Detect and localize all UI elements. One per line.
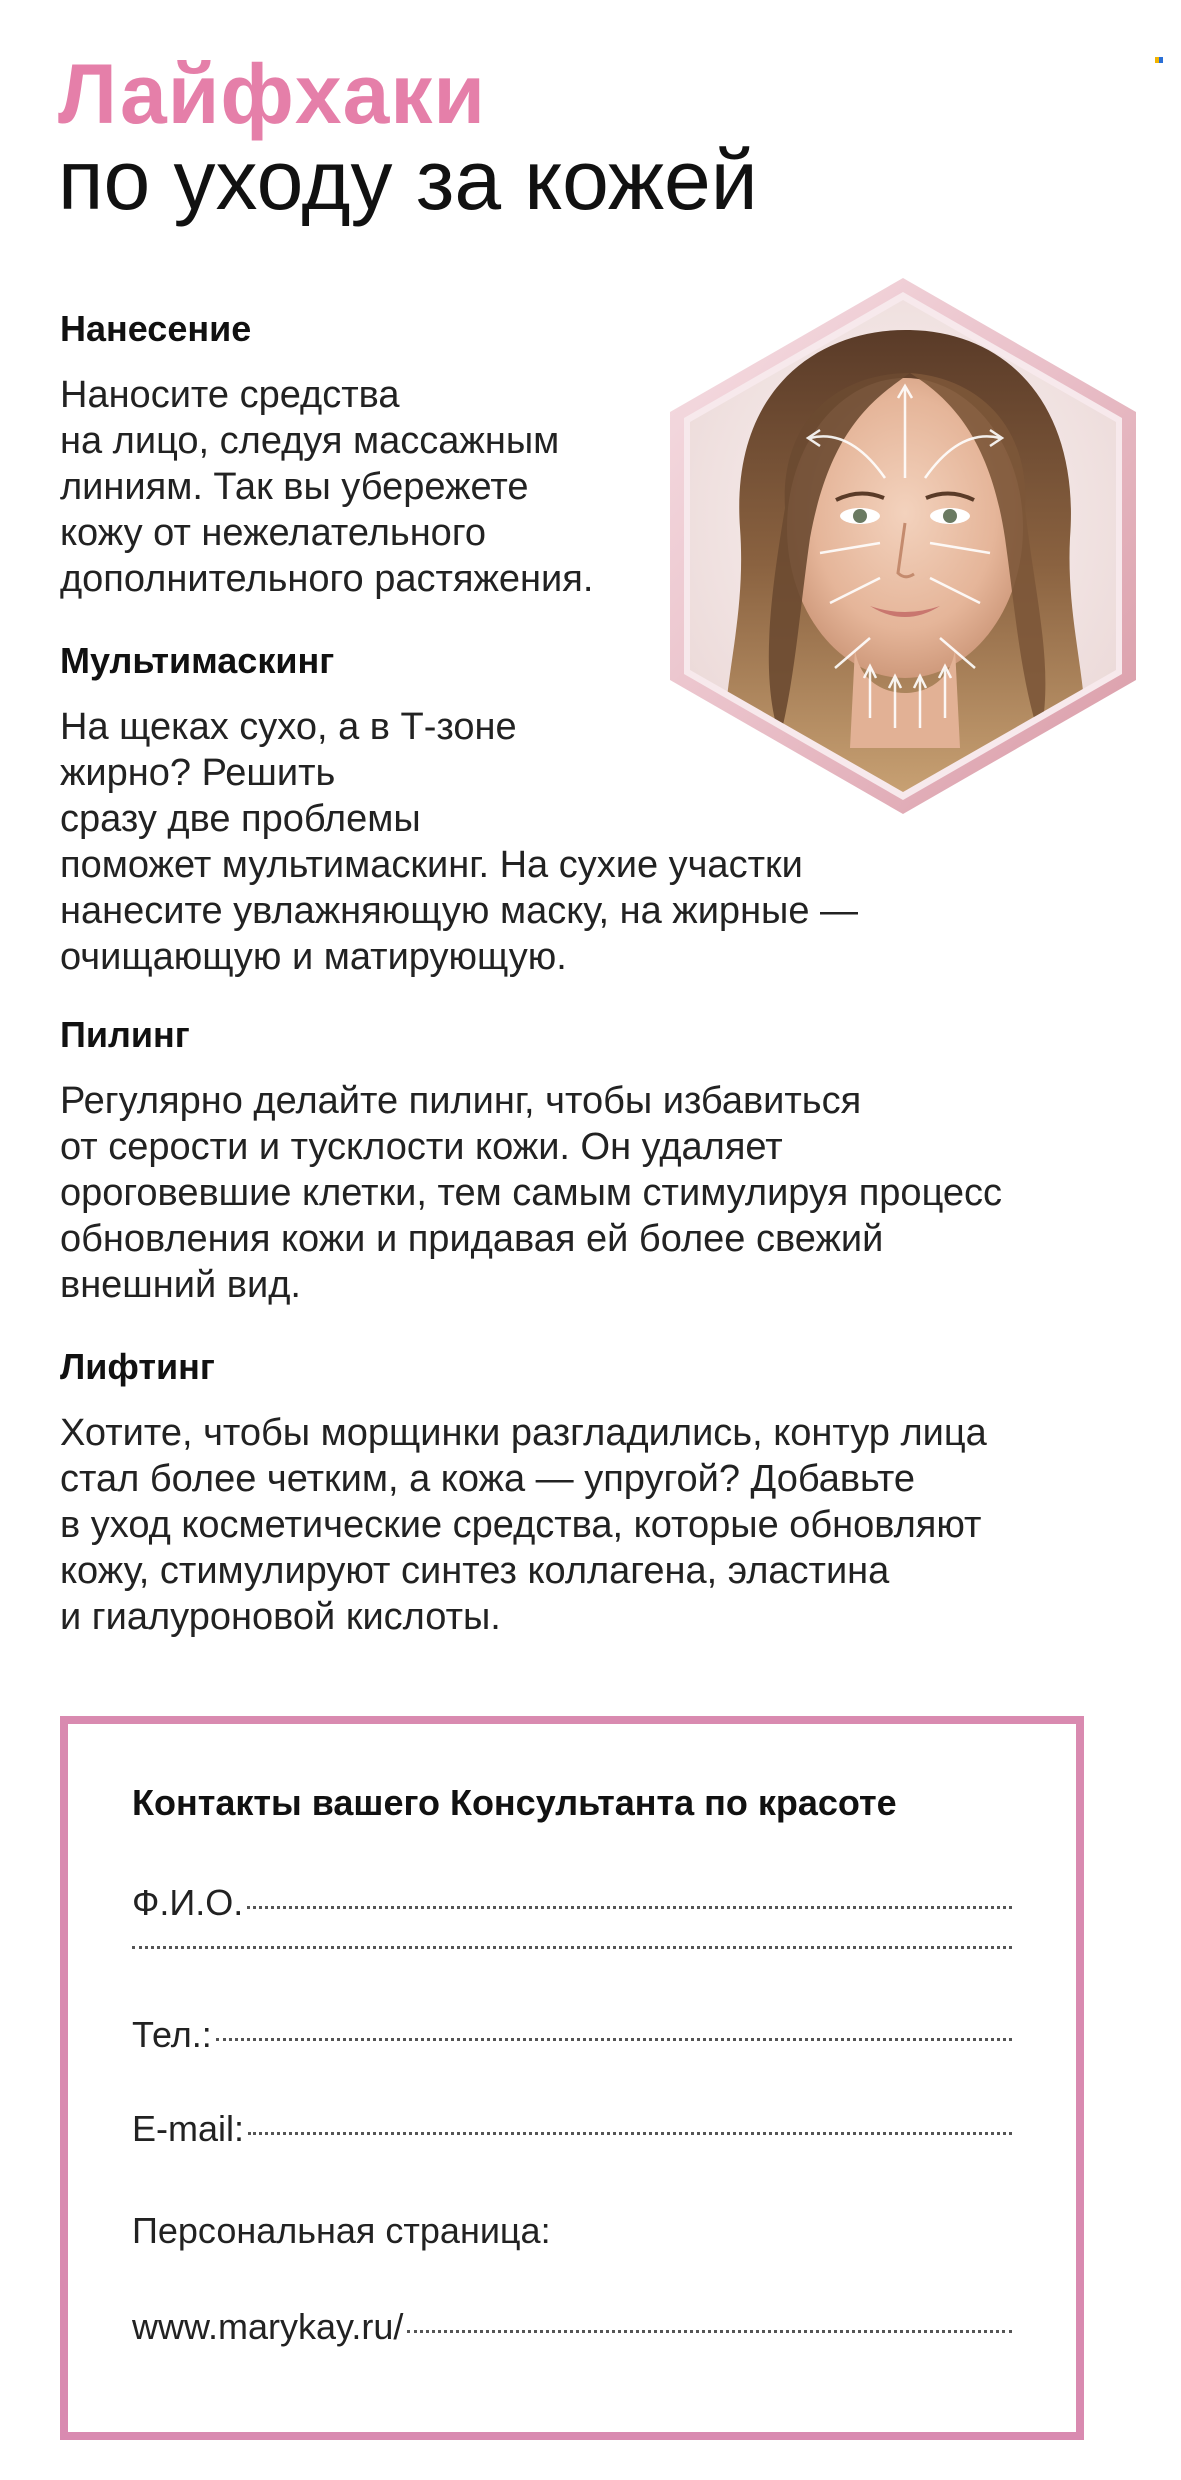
contact-name-row-2[interactable] [132, 1952, 1012, 1955]
section-text-lifting: Хотите, чтобы морщинки разгладились, контур лица стал более четким, а кожа — упругой? Добавьте в уход косметические средства, которые обновляют кожу, стимулируют синтез коллагена, эластина и гиалуроновой кислоты. [60, 1412, 987, 1638]
section-text-application: Наносите средства на лицо, следуя массажным линиям. Так вы убережете кожу от нежелательного дополнительного растяжения. [60, 374, 594, 600]
contact-phone-row[interactable] [132, 2014, 1012, 2056]
contact-name-line[interactable] [247, 1906, 1012, 1909]
section-heading-multimasking: Мультимаскинг [60, 640, 335, 681]
contact-email-row[interactable] [132, 2108, 1012, 2150]
contact-name-label: Ф.И.О. [132, 1882, 244, 1923]
contact-phone-line[interactable] [216, 2038, 1012, 2041]
section-text-peeling: Регулярно делайте пилинг, чтобы избавиться от серости и тусклости кожи. Он удаляет ороговевшие клетки, тем самым стимулируя процесс обновления кожи и придавая ей более свежий внешний вид. [60, 1080, 1003, 1306]
contact-email-line[interactable] [248, 2132, 1012, 2135]
contact-email-label: E-mail: [132, 2108, 245, 2149]
corner-marker [1155, 50, 1163, 56]
contact-website-label: www.marykay.ru/ [132, 2306, 404, 2347]
contact-website-row[interactable] [132, 2306, 1012, 2348]
title-main: по уходу за кожей [58, 133, 758, 227]
section-heading-lifting: Лифтинг [60, 1346, 215, 1387]
contact-phone-label: Тел.: [132, 2014, 212, 2055]
consultant-contact-box [60, 1716, 1084, 2440]
contact-name-row[interactable] [132, 1882, 1012, 1924]
title-accent: Лайфхаки [58, 47, 486, 141]
contact-box-title: Контакты вашего Консультанта по красоте [132, 1782, 897, 1823]
contact-name-line-2[interactable] [132, 1946, 1012, 1949]
section-text-multimasking: На щеках сухо, а в Т-зоне жирно? Решить сразу две проблемы поможет мультимаскинг. На сухие участки нанесите увлажняющую маску, на жирные — очищающую и матирующую. [60, 706, 859, 978]
contact-personal-page-label: Персональная страница: [132, 2210, 551, 2251]
contact-website-line[interactable] [407, 2330, 1012, 2333]
section-heading-application: Нанесение [60, 308, 252, 349]
section-heading-peeling: Пилинг [60, 1014, 190, 1055]
